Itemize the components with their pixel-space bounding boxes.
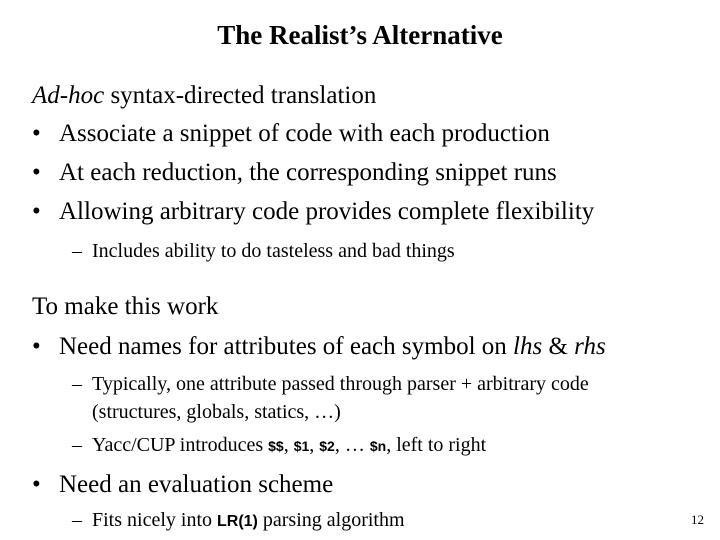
sub-item — [72, 240, 455, 263]
code-dollar-2: $2 — [319, 438, 335, 454]
code-dollar-dollar: $$ — [268, 438, 284, 454]
dash-marker: – — [72, 434, 82, 456]
sub-item — [72, 509, 405, 532]
bullet-marker: • — [32, 198, 41, 225]
bullet-marker: • — [32, 159, 41, 186]
sub-item — [72, 373, 589, 396]
bullet-marker: • — [32, 471, 41, 498]
bullet-text: Associate a snippet of code with each production — [59, 120, 550, 147]
lhs-italic: lhs — [513, 333, 543, 360]
amp-text: & — [542, 333, 575, 360]
section1-heading-rest: syntax-directed translation — [104, 82, 377, 109]
adhoc-italic: Ad-hoc — [32, 82, 105, 109]
separator: , … — [334, 434, 370, 456]
dash-marker: – — [72, 509, 82, 531]
page-number: 12 — [691, 512, 704, 527]
dash-marker: – — [72, 240, 82, 262]
code-dollar-n: $n — [369, 438, 387, 454]
sub-text: Yacc/CUP introduces — [92, 434, 269, 456]
sub-text: Typically, one attribute passed through parser + arbitrary code — [92, 373, 589, 395]
bullet-item — [32, 333, 606, 361]
separator: , — [309, 434, 320, 456]
code-lr1: LR(1) — [217, 513, 258, 530]
bullet-item — [32, 198, 594, 226]
bullet-item — [32, 120, 550, 148]
sub-item-continuation: (structures, globals, statics, …) — [92, 401, 341, 423]
sub-text-post: parsing algorithm — [257, 509, 405, 531]
separator: , — [283, 434, 294, 456]
code-dollar-1: $1 — [293, 438, 310, 454]
bullet-item — [32, 159, 557, 187]
sub-text-post: , left to right — [386, 434, 487, 456]
bullet-marker: • — [32, 120, 41, 147]
bullet-marker: • — [32, 333, 41, 360]
sub-text: Includes ability to do tasteless and bad things — [92, 240, 455, 262]
bullet-item — [32, 471, 333, 499]
section2-heading: To make this work — [32, 293, 219, 320]
dash-marker: – — [72, 373, 82, 395]
slide-title: The Realist’s Alternative — [217, 20, 503, 50]
bullet-text: Allowing arbitrary code provides complete flexibility — [59, 198, 595, 225]
section1-heading — [32, 82, 376, 110]
rhs-italic: rhs — [574, 333, 606, 360]
sub-text: Fits nicely into — [92, 509, 217, 531]
bullet-text: Need names for attributes of each symbol on — [59, 333, 514, 360]
bullet-text: At each reduction, the corresponding snippet runs — [59, 159, 557, 186]
bullet-text: Need an evaluation scheme — [59, 471, 334, 498]
sub-item — [72, 434, 486, 457]
